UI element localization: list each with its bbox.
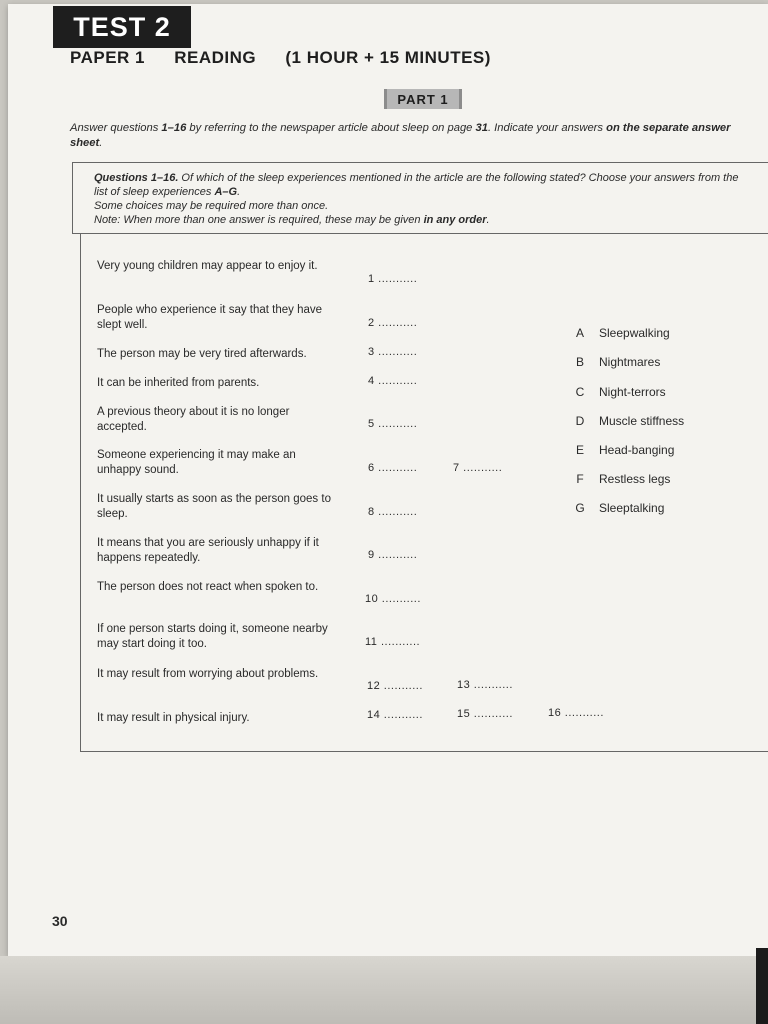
statement: It may result in physical injury. bbox=[97, 712, 250, 724]
instructions-text: by referring to the newspaper article about sleep on page bbox=[186, 122, 476, 134]
statement: It can be inherited from parents. bbox=[97, 377, 260, 389]
option-letter: G bbox=[575, 501, 585, 515]
answer-blank[interactable]: 1 ........... bbox=[368, 273, 418, 285]
statement: People who experience it say that they have slept well. bbox=[97, 304, 323, 331]
questions-text-part: . bbox=[486, 214, 490, 226]
option-letter: A bbox=[575, 326, 584, 340]
page-number: 30 bbox=[52, 913, 68, 929]
answer-blank[interactable]: 13 ........... bbox=[457, 679, 513, 691]
statement: The person may be very tired afterwards. bbox=[97, 348, 307, 360]
answer-blank[interactable]: 12 ........... bbox=[367, 680, 423, 692]
instructions-text: Answer questions bbox=[70, 122, 162, 134]
option-label: Night-terrors bbox=[599, 385, 666, 399]
answer-blank[interactable]: 10 ........... bbox=[365, 593, 421, 605]
test-banner: TEST 2 bbox=[53, 6, 191, 48]
answer-blank[interactable]: 6 ........... bbox=[368, 462, 418, 474]
questions-text bbox=[94, 171, 754, 227]
answer-blank[interactable]: 7 ........... bbox=[453, 462, 503, 474]
answer-blank[interactable]: 9 ........... bbox=[368, 549, 418, 561]
option-letter: E bbox=[575, 443, 584, 457]
option-label: Sleeptalking bbox=[599, 501, 665, 515]
statement: It means that you are seriously unhappy if it happens repeatedly. bbox=[97, 537, 319, 564]
instructions-range: 1–16 bbox=[161, 122, 187, 134]
instructions-emphasis: on the separate answer sheet bbox=[70, 122, 731, 149]
option-label: Muscle stiffness bbox=[599, 414, 685, 428]
questions-emphasis: in any order bbox=[423, 214, 487, 226]
part-label: PART 1 bbox=[384, 89, 462, 109]
questions-range: A–G bbox=[214, 186, 238, 198]
statement: It may result from worrying about problems. bbox=[97, 668, 319, 680]
answer-blank[interactable]: 16 ........... bbox=[548, 707, 604, 719]
answer-blank[interactable]: 4 ........... bbox=[368, 375, 418, 387]
questions-label: Questions 1–16. bbox=[94, 172, 179, 184]
statement: A previous theory about it is no longer accepted. bbox=[97, 406, 290, 433]
option-label: Nightmares bbox=[599, 355, 661, 369]
questions-text-part: Of which of the sleep experiences mentioned in the article are the following stated? Choose your answers from the list of sleep experiences bbox=[94, 172, 739, 198]
answer-blank[interactable]: 3 ........... bbox=[368, 346, 418, 358]
questions-text-part: Note: When more than one answer is required, these may be given bbox=[94, 214, 424, 226]
option-label: Restless legs bbox=[599, 472, 671, 486]
scan-background bbox=[0, 956, 768, 1024]
statement: Someone experiencing it may make an unhappy sound. bbox=[97, 449, 296, 476]
option-letter: B bbox=[575, 355, 584, 369]
questions-line-1 bbox=[94, 171, 754, 199]
instructions-page-ref: 31 bbox=[475, 122, 488, 134]
questions-line-3 bbox=[94, 213, 754, 227]
answer-blank[interactable]: 11 ........... bbox=[365, 636, 421, 648]
statement: It usually starts as soon as the person goes to sleep. bbox=[97, 493, 331, 520]
option-letter: F bbox=[576, 472, 584, 486]
option-letter: C bbox=[575, 385, 585, 399]
statement: The person does not react when spoken to. bbox=[97, 581, 319, 593]
binding-edge bbox=[756, 948, 768, 1024]
paper-label: PAPER 1 bbox=[70, 48, 145, 67]
paper-heading bbox=[70, 48, 515, 68]
instructions-text: . bbox=[99, 137, 103, 149]
answer-blank[interactable]: 2 ........... bbox=[368, 317, 418, 329]
instructions bbox=[70, 121, 750, 151]
option-label: Sleepwalking bbox=[599, 326, 670, 340]
questions-text-part: . bbox=[237, 186, 241, 198]
questions-line-2: Some choices may be required more than once. bbox=[94, 200, 329, 212]
section-label: READING bbox=[174, 48, 257, 67]
answer-blank[interactable]: 5 ........... bbox=[368, 418, 418, 430]
instructions-text: . Indicate your answers bbox=[487, 122, 607, 134]
statement: Very young children may appear to enjoy it. bbox=[97, 260, 318, 272]
duration-label: (1 HOUR + 15 MINUTES) bbox=[285, 48, 491, 67]
option-label: Head-banging bbox=[599, 443, 675, 457]
statement: If one person starts doing it, someone nearby may start doing it too. bbox=[97, 623, 328, 650]
answer-blank[interactable]: 15 ........... bbox=[457, 708, 513, 720]
answer-blank[interactable]: 8 ........... bbox=[368, 506, 418, 518]
answer-blank[interactable]: 14 ........... bbox=[367, 709, 423, 721]
option-letter: D bbox=[575, 414, 585, 428]
